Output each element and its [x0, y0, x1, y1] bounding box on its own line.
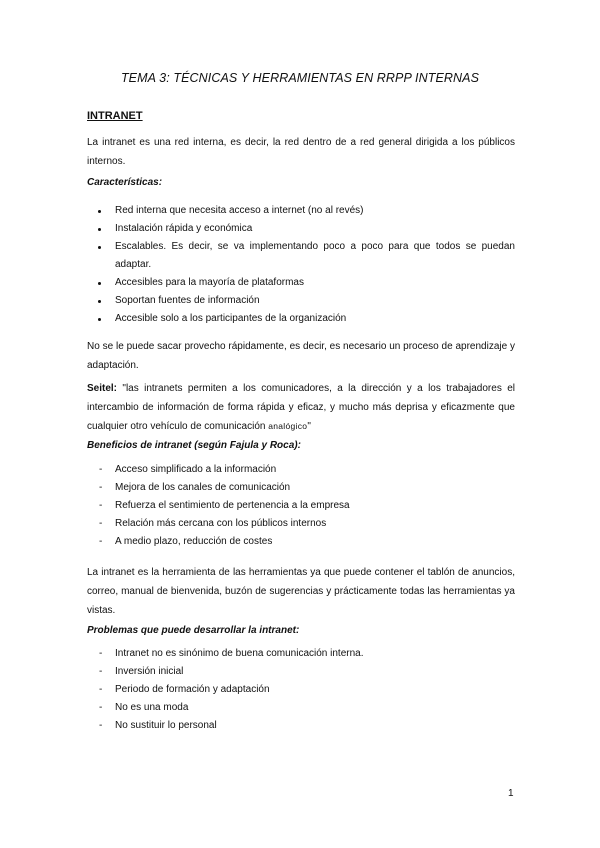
- list-item-text: No es una moda: [115, 702, 189, 713]
- list-item: Accesible solo a los participantes de la organización: [87, 310, 515, 328]
- list-item: [87, 663, 515, 681]
- list-item: Escalables. Es decir, se va implementando poco a poco para que todos se puedan adaptar.: [87, 238, 515, 274]
- quote-closing: ": [307, 421, 311, 432]
- list-item-text: Inversión inicial: [115, 666, 184, 677]
- dash-marker: -: [99, 720, 103, 731]
- quote-author: Seitel:: [87, 383, 118, 394]
- quote-small-word: analógico: [268, 421, 308, 431]
- list-item-text: No sustituir lo personal: [115, 720, 217, 731]
- list-item: [87, 479, 515, 497]
- document-title: TEMA 3: TÉCNICAS Y HERRAMIENTAS EN RRPP INTERNAS: [120, 71, 480, 85]
- dash-marker: -: [99, 684, 103, 695]
- list-item-text: Relación más cercana con los públicos internos: [115, 518, 327, 529]
- beneficios-list: [87, 461, 515, 551]
- list-item-text: Refuerza el sentimiento de pertenencia a la empresa: [115, 500, 350, 511]
- list-item: [87, 515, 515, 533]
- list-item: Red interna que necesita acceso a internet (no al revés): [87, 202, 515, 220]
- list-item: [87, 699, 515, 717]
- list-item-text: Periodo de formación y adaptación: [115, 684, 270, 695]
- caracteristicas-list: [87, 202, 515, 328]
- quote-text: "las intranets permiten a los comunicadores, a la dirección y a los trabajadores el intercambio de información de forma rápida y eficaz, y mucho más deprisa y eficazmente que cualquier otro vehículo de comunicación: [87, 383, 515, 432]
- dash-marker: -: [99, 482, 103, 493]
- intro-paragraph: La intranet es una red interna, es decir, la red dentro de a red general dirigida a los públicos internos.: [87, 137, 515, 167]
- list-item: [87, 533, 515, 551]
- list-item: [87, 497, 515, 515]
- seitel-quote: [87, 379, 515, 436]
- list-item: [87, 645, 515, 663]
- tools-paragraph: La intranet es la herramienta de las herramientas ya que puede contener el tablón de anuncios, correo, manual de bienvenida, buzón de sugerencias y prácticamente todas las herramientas ya vistas.: [87, 567, 515, 616]
- list-item: Accesibles para la mayoría de plataformas: [87, 274, 515, 292]
- problemas-heading: Problemas que puede desarrollar la intranet:: [87, 625, 300, 636]
- list-item: [87, 681, 515, 699]
- list-item: Instalación rápida y económica: [87, 220, 515, 238]
- caracteristicas-heading: Características:: [87, 177, 163, 188]
- dash-marker: -: [99, 464, 103, 475]
- dash-marker: -: [99, 648, 103, 659]
- dash-marker: -: [99, 536, 103, 547]
- list-item-text: Acceso simplificado a la información: [115, 464, 277, 475]
- list-item-text: Mejora de los canales de comunicación: [115, 482, 291, 493]
- beneficios-heading: Beneficios de intranet (según Fajula y Roca):: [87, 440, 301, 451]
- page-number: 1: [508, 788, 514, 799]
- dash-marker: -: [99, 500, 103, 511]
- dash-marker: -: [99, 666, 103, 677]
- list-item: [87, 461, 515, 479]
- dash-marker: -: [99, 518, 103, 529]
- problemas-list: [87, 645, 515, 735]
- list-item: [87, 717, 515, 735]
- list-item: Soportan fuentes de información: [87, 292, 515, 310]
- list-item-text: Intranet no es sinónimo de buena comunicación interna.: [115, 648, 364, 659]
- dash-marker: -: [99, 702, 103, 713]
- list-item-text: A medio plazo, reducción de costes: [115, 536, 273, 547]
- section-heading-intranet: INTRANET: [87, 110, 143, 122]
- learning-paragraph: No se le puede sacar provecho rápidamente, es decir, es necesario un proceso de aprendizaje y adaptación.: [87, 341, 515, 371]
